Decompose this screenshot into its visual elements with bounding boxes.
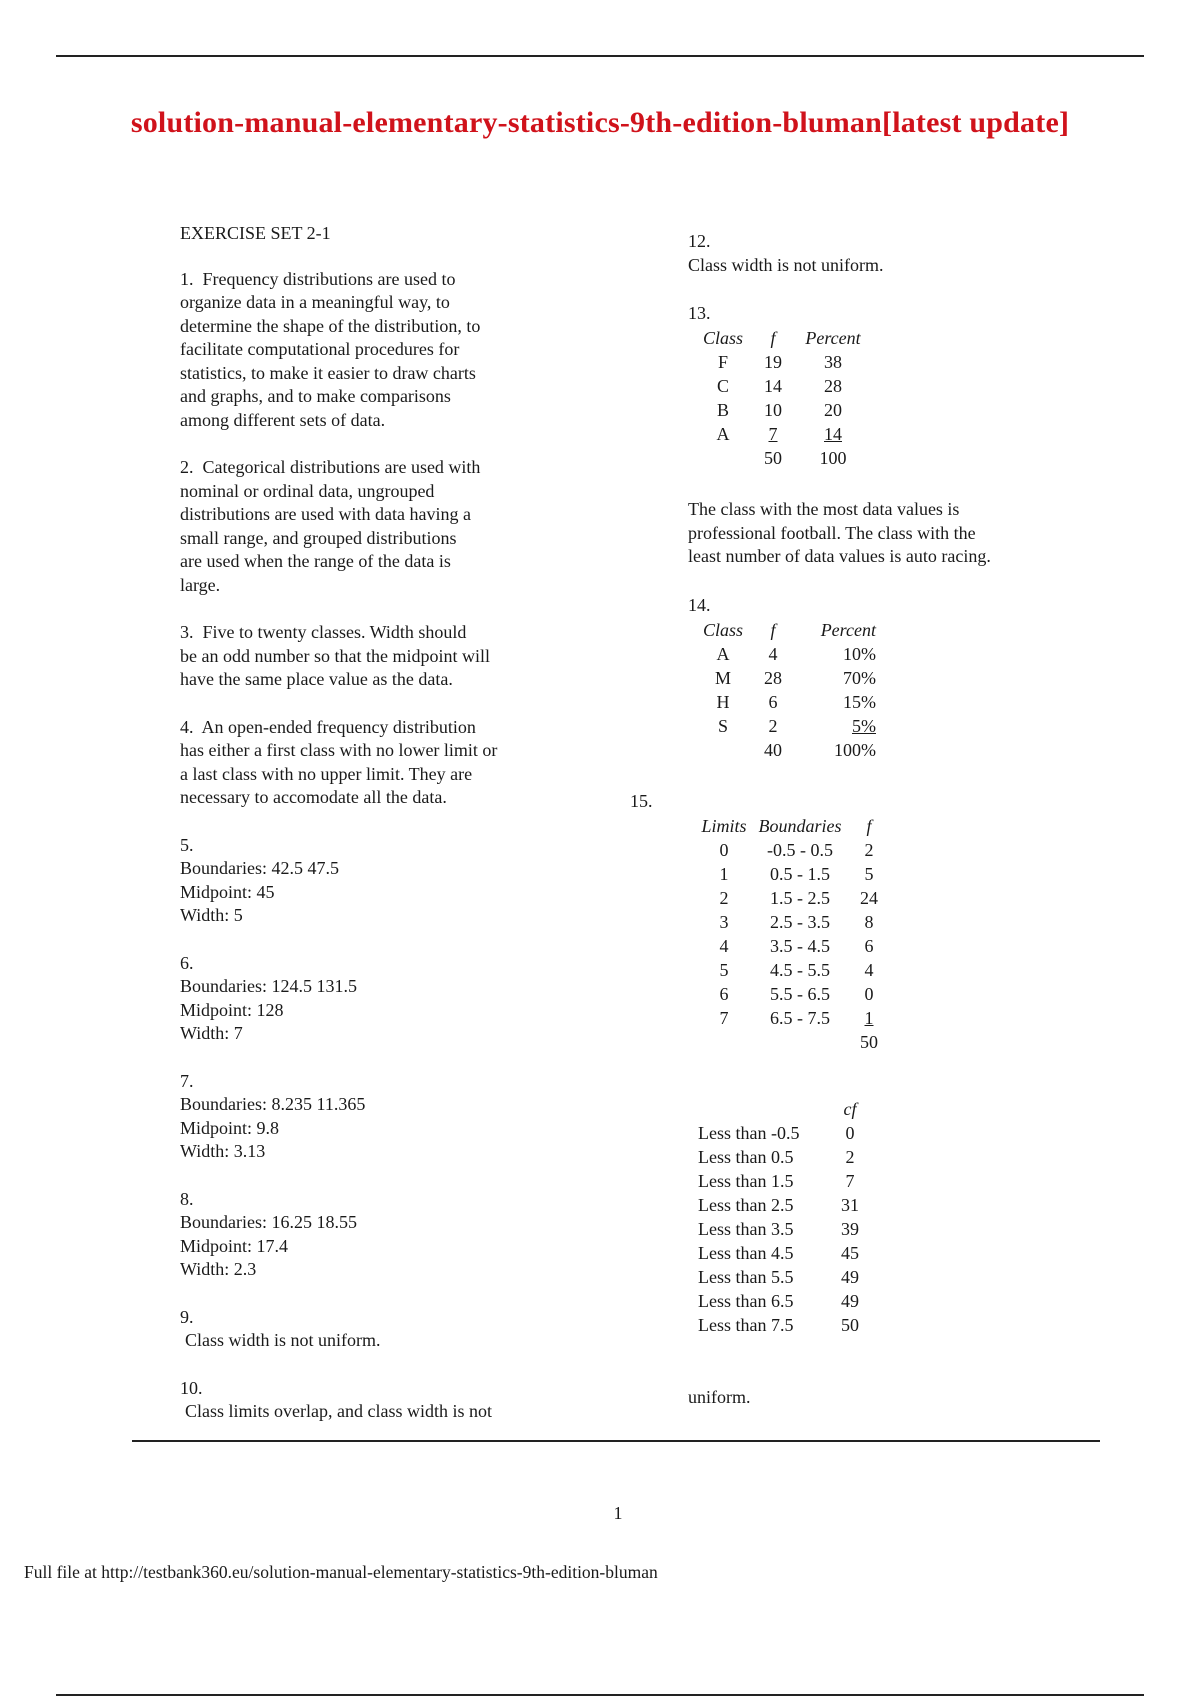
answer-label: 14. bbox=[688, 595, 711, 615]
class-cell: M bbox=[714, 667, 731, 688]
answer-label: 3. bbox=[180, 622, 194, 642]
table-row bbox=[698, 1145, 872, 1169]
answer-text: Width: 7 bbox=[180, 1023, 243, 1043]
answer-text: Midpoint: 9.8 bbox=[180, 1117, 280, 1138]
cf-value: 50 bbox=[841, 1315, 859, 1335]
answer-text: have the same place value as the data. bbox=[180, 669, 453, 689]
table-row bbox=[698, 398, 868, 422]
answer-6 bbox=[180, 952, 600, 1046]
answer-3 bbox=[180, 621, 600, 692]
table-row bbox=[698, 1193, 872, 1217]
frequency-cell: 2 bbox=[768, 715, 778, 736]
frequency-cell: 6 bbox=[864, 936, 874, 956]
column-header: Limits bbox=[701, 816, 747, 836]
answer-text: facilitate computational procedures for bbox=[180, 339, 460, 359]
cf-label: Less than -0.5 bbox=[698, 1123, 800, 1143]
column-header: cf bbox=[843, 1099, 857, 1119]
answer-text: are used when the range of the data is bbox=[180, 551, 451, 571]
answer-label: 4. bbox=[180, 716, 194, 737]
top-rule bbox=[56, 55, 1144, 57]
total-row bbox=[698, 1030, 888, 1054]
cf-value: 0 bbox=[845, 1123, 855, 1143]
answer-text: Class width is not uniform. bbox=[185, 1330, 381, 1350]
total-frequency: 50 bbox=[764, 447, 782, 468]
answer-text: statistics, to make it easier to draw charts bbox=[180, 362, 476, 383]
answer-text: Five to twenty classes. Width should bbox=[202, 622, 467, 642]
table-row bbox=[698, 1241, 872, 1265]
total-row bbox=[698, 446, 868, 470]
frequency-cell: 6 bbox=[768, 691, 778, 712]
exercise-heading: EXERCISE SET 2-1 bbox=[180, 223, 331, 243]
cf-label: Less than 2.5 bbox=[698, 1195, 794, 1215]
answer-text: Width: 2.3 bbox=[180, 1259, 257, 1279]
class-frequency-table bbox=[698, 618, 876, 762]
limit-cell: 3 bbox=[719, 912, 729, 932]
boundary-cell: 2.5 - 3.5 bbox=[770, 912, 830, 932]
answer-13-explanation bbox=[688, 498, 1148, 569]
column-header: Percent bbox=[820, 619, 876, 640]
answer-label: 5. bbox=[180, 834, 194, 855]
answer-label: 10. bbox=[180, 1377, 203, 1398]
bottom-rule bbox=[132, 1440, 1100, 1442]
total-percent: 100 bbox=[819, 447, 847, 468]
footer-link-text: Full file at http://testbank360.eu/solution-manual-elementary-statistics-9th-edition-bluman bbox=[24, 1562, 658, 1582]
cf-value: 49 bbox=[841, 1291, 859, 1311]
frequency-cell: 28 bbox=[764, 667, 782, 688]
answer-10-continuation: uniform. bbox=[688, 1387, 751, 1407]
column-header: Class bbox=[702, 327, 744, 348]
answer-text: necessary to accomodate all the data. bbox=[180, 787, 447, 807]
limit-cell: 5 bbox=[719, 960, 729, 980]
column-header: Class bbox=[702, 619, 744, 640]
frequency-cell: 0 bbox=[864, 984, 874, 1004]
percent-cell: 14 bbox=[824, 423, 842, 444]
answer-text: large. bbox=[180, 574, 221, 595]
limit-cell: 7 bbox=[719, 1008, 729, 1028]
answer-text: distributions are used with data having a bbox=[180, 504, 471, 524]
answer-text: be an odd number so that the midpoint will bbox=[180, 645, 490, 666]
answer-label: 1. bbox=[180, 268, 194, 289]
answer-text: Midpoint: 128 bbox=[180, 999, 284, 1020]
table-row bbox=[698, 886, 888, 910]
frequency-cell: 4 bbox=[768, 643, 778, 664]
table-row bbox=[698, 982, 888, 1006]
answer-text: Width: 3.13 bbox=[180, 1141, 266, 1161]
cf-label: Less than 5.5 bbox=[698, 1267, 794, 1287]
table-row bbox=[698, 934, 888, 958]
table-row bbox=[698, 910, 888, 934]
table-row bbox=[698, 350, 868, 374]
class-cell: H bbox=[716, 691, 730, 712]
frequency-cell: 4 bbox=[864, 960, 874, 980]
class-cell: A bbox=[716, 643, 730, 664]
column-header: f bbox=[866, 816, 872, 836]
table-row bbox=[698, 1217, 872, 1241]
column-header: f bbox=[770, 327, 776, 348]
cf-value: 45 bbox=[841, 1243, 859, 1263]
answer-text: An open-ended frequency distribution bbox=[201, 716, 476, 737]
answer-text: Width: 5 bbox=[180, 905, 243, 925]
answer-text: Boundaries: 8.235 11.365 bbox=[180, 1094, 366, 1114]
table-row bbox=[698, 838, 888, 862]
frequency-cell: 19 bbox=[764, 351, 782, 372]
percent-cell: 70% bbox=[843, 667, 876, 688]
table-row bbox=[698, 1265, 872, 1289]
answer-label: 9. bbox=[180, 1306, 194, 1327]
class-frequency-table bbox=[698, 326, 868, 470]
left-column bbox=[180, 222, 600, 1424]
table-row bbox=[698, 862, 888, 886]
answer-text: Categorical distributions are used with bbox=[202, 457, 481, 477]
answer-9 bbox=[180, 1306, 600, 1353]
answer-text: Midpoint: 45 bbox=[180, 881, 275, 902]
table-row bbox=[698, 958, 888, 982]
class-cell: F bbox=[717, 351, 728, 372]
boundary-cell: 4.5 - 5.5 bbox=[770, 960, 830, 980]
percent-cell: 5% bbox=[852, 715, 876, 736]
frequency-cell: 14 bbox=[764, 375, 782, 396]
answer-text: Boundaries: 16.25 18.55 bbox=[180, 1212, 357, 1232]
table-row bbox=[698, 374, 868, 398]
answer-14 bbox=[688, 594, 1128, 762]
limit-cell: 6 bbox=[719, 984, 729, 1004]
limit-cell: 4 bbox=[719, 936, 729, 956]
boundary-cell: 1.5 - 2.5 bbox=[770, 888, 830, 908]
column-header: Boundaries bbox=[758, 816, 842, 836]
frequency-cell: 10 bbox=[764, 399, 782, 420]
answer-text: determine the shape of the distribution, to bbox=[180, 315, 481, 336]
answer-label: 2. bbox=[180, 457, 194, 477]
limit-cell: 1 bbox=[719, 864, 729, 884]
cf-value: 7 bbox=[845, 1171, 855, 1191]
answer-label: 6. bbox=[180, 952, 194, 973]
answer-text: The class with the most data values is bbox=[688, 499, 960, 519]
cumulative-frequency-table bbox=[698, 1097, 998, 1337]
answer-text: least number of data values is auto racing. bbox=[688, 546, 991, 566]
table-row bbox=[698, 1121, 872, 1145]
answer-text: Midpoint: 17.4 bbox=[180, 1235, 289, 1256]
class-cell: A bbox=[716, 423, 730, 444]
answer-text: professional football. The class with the bbox=[688, 522, 976, 543]
column-header: f bbox=[770, 619, 776, 640]
cf-label: Less than 0.5 bbox=[698, 1147, 794, 1167]
percent-cell: 20 bbox=[824, 399, 842, 420]
answer-10 bbox=[180, 1377, 600, 1424]
cf-value: 49 bbox=[841, 1267, 859, 1287]
percent-cell: 38 bbox=[824, 351, 842, 372]
page-bottom-rule bbox=[56, 1694, 1144, 1696]
cf-label: Less than 6.5 bbox=[698, 1291, 794, 1311]
page-number: 1 bbox=[613, 1503, 623, 1523]
table-row bbox=[698, 642, 876, 666]
frequency-cell: 1 bbox=[864, 1008, 874, 1028]
answer-label: 7. bbox=[180, 1070, 194, 1091]
column-header: Percent bbox=[805, 327, 861, 348]
answer-15-label: 15. bbox=[630, 791, 653, 811]
answer-1 bbox=[180, 268, 600, 433]
answer-text: Class limits overlap, and class width is not bbox=[185, 1401, 492, 1421]
answer-text: Boundaries: 124.5 131.5 bbox=[180, 976, 357, 996]
cf-label: Less than 7.5 bbox=[698, 1315, 794, 1335]
answer-2 bbox=[180, 456, 600, 597]
frequency-cell: 7 bbox=[768, 423, 778, 444]
answer-8 bbox=[180, 1188, 600, 1282]
table-row bbox=[698, 422, 868, 446]
total-row bbox=[698, 738, 876, 762]
cf-label: Less than 1.5 bbox=[698, 1171, 794, 1191]
boundary-cell: -0.5 - 0.5 bbox=[767, 840, 833, 860]
boundary-cell: 3.5 - 4.5 bbox=[770, 936, 830, 956]
frequency-cell: 5 bbox=[864, 864, 874, 884]
answer-5 bbox=[180, 834, 600, 928]
answer-text: and graphs, and to make comparisons bbox=[180, 386, 451, 406]
answer-text: Boundaries: 42.5 47.5 bbox=[180, 858, 339, 878]
percent-cell: 10% bbox=[843, 643, 876, 664]
limit-cell: 2 bbox=[719, 888, 729, 908]
answer-text: nominal or ordinal data, ungrouped bbox=[180, 480, 435, 501]
class-cell: B bbox=[716, 399, 729, 420]
answer-7 bbox=[180, 1070, 600, 1164]
table-row bbox=[698, 666, 876, 690]
answer-text: Class width is not uniform. bbox=[688, 254, 884, 275]
table-row bbox=[698, 1006, 888, 1030]
answer-text: organize data in a meaningful way, to bbox=[180, 292, 450, 312]
grouped-frequency-table bbox=[698, 814, 888, 1054]
answer-text: among different sets of data. bbox=[180, 409, 386, 430]
total-frequency: 40 bbox=[764, 739, 782, 760]
frequency-cell: 24 bbox=[860, 888, 878, 908]
cf-value: 31 bbox=[841, 1195, 859, 1215]
total-frequency: 50 bbox=[860, 1032, 878, 1052]
answer-13 bbox=[688, 302, 1128, 470]
table-row bbox=[698, 690, 876, 714]
table-row bbox=[698, 714, 876, 738]
boundary-cell: 5.5 - 6.5 bbox=[770, 984, 830, 1004]
answer-label: 8. bbox=[180, 1188, 194, 1209]
answer-15 bbox=[698, 814, 1118, 1054]
boundary-cell: 0.5 - 1.5 bbox=[770, 864, 830, 884]
cf-value: 39 bbox=[841, 1219, 859, 1239]
table-row bbox=[698, 1169, 872, 1193]
answer-text: has either a first class with no lower limit or bbox=[180, 740, 498, 760]
answer-4 bbox=[180, 716, 600, 810]
table-row bbox=[698, 1289, 872, 1313]
document-title: solution-manual-elementary-statistics-9th-edition-bluman[latest update] bbox=[130, 106, 1070, 139]
cf-value: 2 bbox=[845, 1147, 855, 1167]
percent-cell: 28 bbox=[824, 375, 842, 396]
boundary-cell: 6.5 - 7.5 bbox=[770, 1008, 830, 1028]
answer-text: small range, and grouped distributions bbox=[180, 527, 457, 548]
answer-text: a last class with no upper limit. They are bbox=[180, 763, 473, 784]
answer-label: 12. bbox=[688, 231, 711, 251]
answer-text: Frequency distributions are used to bbox=[202, 268, 456, 289]
frequency-cell: 8 bbox=[864, 912, 874, 932]
table-row bbox=[698, 1313, 872, 1337]
answer-12 bbox=[688, 230, 1128, 277]
class-cell: S bbox=[717, 715, 728, 736]
cf-label: Less than 3.5 bbox=[698, 1219, 794, 1239]
percent-cell: 15% bbox=[843, 691, 876, 712]
class-cell: C bbox=[716, 375, 729, 396]
answer-label: 13. bbox=[688, 303, 711, 323]
cf-label: Less than 4.5 bbox=[698, 1243, 794, 1263]
total-percent: 100% bbox=[834, 739, 876, 760]
frequency-cell: 2 bbox=[864, 840, 874, 860]
limit-cell: 0 bbox=[719, 840, 729, 860]
